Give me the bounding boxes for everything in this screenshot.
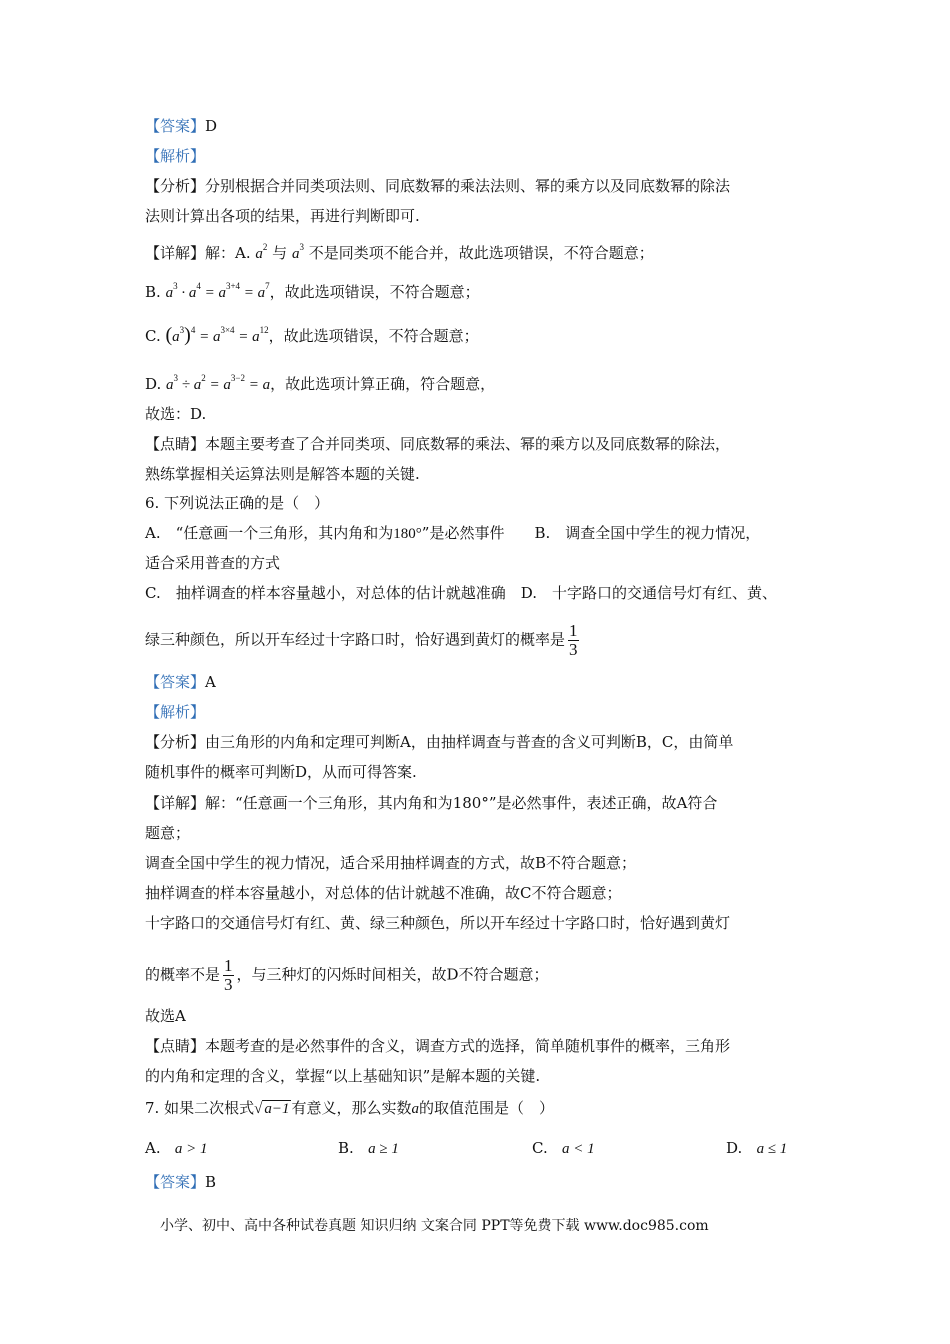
dianjing-tag: 【点睛】: [145, 435, 206, 453]
opt-a-label: A.: [145, 1139, 161, 1157]
c-text: ，故此选项错误，不符合题意；: [268, 327, 479, 345]
sqrt-expression: √ a−1: [254, 1101, 290, 1117]
q5-fenxi-2: 法则计算出各项的结果，再进行判断即可.: [145, 207, 420, 225]
frac-den: 3: [224, 975, 233, 994]
q6-detail-4: 抽样调查的样本容量越小，对总体的估计就越不准确，故C不符合题意；: [145, 884, 622, 902]
q6-analysis-tag: [145, 702, 205, 722]
opt-d-value: a ≤ 1: [756, 1141, 788, 1157]
q5-choose: 故选：D.: [145, 405, 207, 423]
dianjing-text: 本题考查的是必然事件的含义，调查方式的选择，简单随机事件的概率，三角形: [205, 1037, 731, 1055]
q6-detail-5: 十字路口的交通信号灯有红、黄、绿三种颜色，所以开车经过十字路口时，恰好遇到黄灯: [145, 914, 731, 932]
stem-post: 的取值范围是（ ）: [418, 1099, 554, 1117]
detail-tag: 【详解】: [145, 794, 206, 812]
opt-d-text: 绿三种颜色，所以开车经过十字路口时，恰好遇到黄灯的概率是: [145, 630, 566, 649]
analysis-tag: 【解析】: [145, 147, 206, 165]
math-b-expr: $a^3 \cdot a^4 = a^{3+4} = a^7$: [165, 281, 270, 301]
detail-a-pre: 解：A.: [205, 244, 256, 262]
q6-detail-1: [145, 793, 717, 813]
q6-option-c: C. 抽样调查的样本容量越小，对总体的估计就越准确 D. 十字路口的交通信号灯有红、黄、: [145, 584, 777, 602]
stem-mid: 有意义，那么实数: [291, 1099, 412, 1117]
math-d-expr: $a^3 \div a^2 = a^{3-2} = a$: [166, 373, 271, 393]
q6-detail-2: 题意；: [145, 824, 191, 842]
q6-stem: 6. 下列说法正确的是（ ）: [145, 494, 330, 512]
q6-dianjing-1: [145, 1036, 730, 1056]
q5-analysis-tag: [145, 146, 205, 166]
fraction-one-third: [223, 957, 234, 994]
q6-dianjing-2: 的内角和定理的含义，掌握“以上基础知识”是解本题的关键.: [145, 1067, 541, 1085]
fenxi-text: 由三角形的内角和定理可判断A，由抽样调查与普查的含义可判断B，C，由简单: [205, 733, 734, 751]
answer-value: B: [205, 1173, 217, 1191]
opt-b-value: a ≥ 1: [368, 1141, 399, 1157]
detail-1-pre: 解：“任意画一个三角形，其内角和为: [205, 794, 453, 812]
detail-tag: 【详解】: [145, 244, 206, 262]
q5-option-c: [145, 320, 479, 347]
q6-choose: 故选A: [145, 1007, 186, 1025]
stem-pre: 7. 如果二次根式: [145, 1099, 255, 1117]
radicand: a−1: [264, 1101, 290, 1117]
detail-a-with: 与: [272, 244, 288, 262]
fenxi-tag: 【分析】: [145, 733, 206, 751]
q6-detail-3: 调查全国中学生的视力情况，适合采用抽样调查的方式，故B不符合题意；: [145, 854, 637, 872]
d-text: ，故此选项计算正确，符合题意，: [270, 375, 496, 393]
math-a3: $a^3$: [291, 242, 304, 262]
q6-detail-6: [145, 957, 549, 994]
fenxi-tag: 【分析】: [145, 177, 206, 195]
fenxi-text: 分别根据合并同类项法则、同底数幂的乘法法则、幂的乘方以及同底数幂的除法: [205, 177, 731, 195]
q7-stem: [145, 1098, 554, 1119]
opt-c-value: a < 1: [562, 1141, 595, 1157]
degree-value: 180°: [452, 794, 489, 812]
frac-den: 3: [569, 640, 578, 659]
opt-a-value: a > 1: [174, 1141, 208, 1157]
q6-fenxi-2: 随机事件的概率可判断D，从而可得答案.: [145, 763, 417, 781]
q5-answer: [145, 116, 217, 136]
q5-detail-a: [145, 237, 654, 264]
frac-num: 1: [569, 621, 578, 640]
d-label: D.: [145, 375, 162, 393]
q7-answer: [145, 1172, 216, 1192]
q7-option-a: [145, 1138, 208, 1159]
opt-a-pre: A. “任意画一个三角形，其内角和为: [145, 524, 394, 542]
detail-a-post: 不是同类项不能合并，故此选项错误，不符合题意；: [308, 244, 654, 262]
degree-value: 180°: [393, 526, 422, 542]
q5-option-d: [145, 368, 495, 395]
opt-d-label: D.: [726, 1139, 743, 1157]
b-label: B.: [145, 283, 161, 301]
q5-dianjing-2: 熟练掌握相关运算法则是解答本题的关键.: [145, 465, 420, 483]
q5-fenxi-1: [145, 176, 730, 196]
c-label: C.: [145, 327, 161, 345]
q6-option-b-line2: 适合采用普查的方式: [145, 554, 281, 572]
math-c-expr: $(a^3)^4 = a^{3\times 4} = a^{12}$: [165, 324, 269, 346]
detail-6-post: ，与三种灯的闪烁时间相关，故D不符合题意；: [236, 965, 549, 984]
variable-a: a: [411, 1101, 419, 1117]
q6-option-a: [145, 523, 760, 544]
b-text: ，故此选项错误，不符合题意；: [269, 283, 480, 301]
answer-tag: 【答案】: [145, 117, 206, 135]
q5-dianjing-1: [145, 434, 730, 454]
opt-b-label: B.: [338, 1139, 354, 1157]
answer-tag: 【答案】: [145, 673, 206, 691]
answer-value: A: [205, 673, 216, 691]
q6-option-d-line2: [145, 622, 582, 659]
fraction-one-third: [568, 622, 579, 659]
page-footer: 小学、初中、高中各种试卷真题 知识归纳 文案合同 PPT等免费下载 www.doc985.com: [160, 1218, 709, 1234]
q6-fenxi-1: [145, 732, 733, 752]
detail-6-pre: 的概率不是: [145, 965, 221, 984]
opt-a-post: ”是必然事件 B. 调查全国中学生的视力情况，: [421, 524, 761, 542]
detail-1-post: ”是必然事件，表述正确，故A符合: [488, 794, 718, 812]
q7-option-c: [532, 1138, 595, 1159]
math-a2: $a^2$: [255, 242, 268, 262]
q6-answer: [145, 672, 216, 692]
dianjing-text: 本题主要考查了合并同类项、同底数幂的乘法、幂的乘方以及同底数幂的除法，: [205, 435, 731, 453]
q7-option-b: [338, 1138, 399, 1159]
dianjing-tag: 【点睛】: [145, 1037, 206, 1055]
opt-c-label: C.: [532, 1139, 548, 1157]
q7-option-d: [726, 1138, 787, 1159]
frac-num: 1: [224, 956, 233, 975]
q5-option-b: [145, 276, 480, 303]
answer-value: D: [205, 117, 218, 135]
analysis-tag: 【解析】: [145, 703, 206, 721]
answer-tag: 【答案】: [145, 1173, 206, 1191]
